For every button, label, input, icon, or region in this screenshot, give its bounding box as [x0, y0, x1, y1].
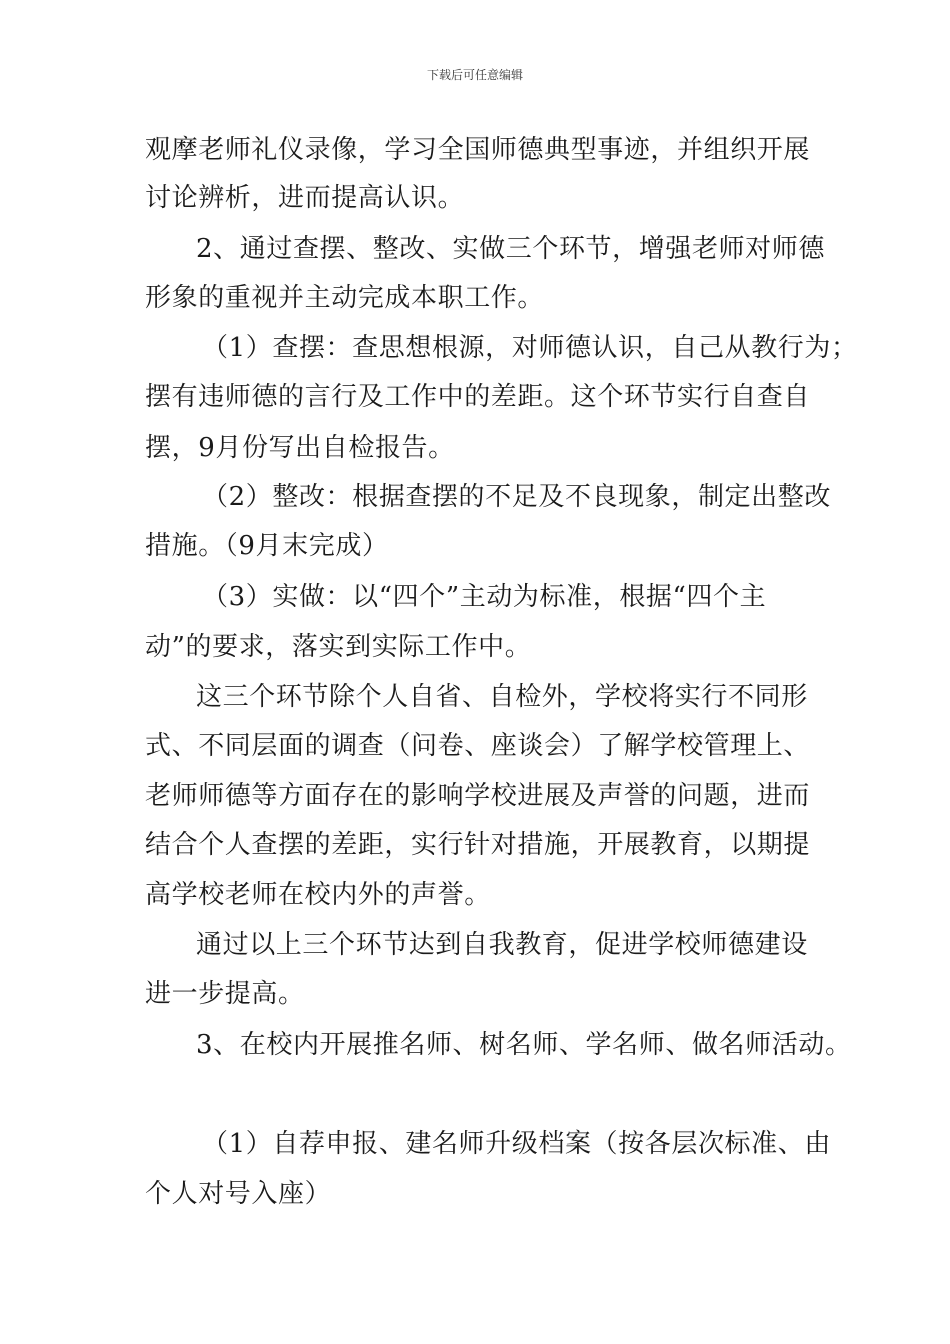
text-line: 这三个环节除个人自省、自检外，学校将实行不同形 — [196, 682, 808, 712]
text-line: 3、在校内开展推名师、树名师、学名师、做名师活动。 — [196, 1030, 852, 1060]
text-line: 老师师德等方面存在的影响学校进展及声誉的问题，进而 — [145, 781, 811, 811]
text-line: （1）自荐申报、建名师升级档案（按各层次标准、由 — [202, 1129, 831, 1159]
text-line: 高学校老师在校内外的声誉。 — [145, 880, 491, 910]
text-line: 个人对号入座） — [145, 1179, 332, 1209]
text-line: 动”的要求，落实到实际工作中。 — [145, 632, 532, 662]
text-line: 式、不同层面的调查（问卷、座谈会）了解学校管理上、 — [145, 731, 811, 761]
text-line: 观摩老师礼仪录像，学习全国师德典型事迹，并组织开展 — [145, 135, 811, 165]
text-line: （2）整改：根据查摆的不足及不良现象，制定出整改 — [202, 482, 831, 512]
text-line: 结合个人查摆的差距，实行针对措施，开展教育，以期提 — [145, 830, 811, 860]
text-line: （3）实做：以“四个”主动为标准，根据“四个主 — [202, 582, 767, 612]
text-line: 通过以上三个环节达到自我教育，促进学校师德建设 — [196, 930, 808, 960]
page-header-note: 下载后可任意编辑 — [426, 68, 523, 82]
text-line: 形象的重视并主动完成本职工作。 — [145, 283, 545, 313]
text-line: 讨论辨析，进而提高认识。 — [145, 183, 465, 213]
text-line: 摆有违师德的言行及工作中的差距。这个环节实行自查自 — [145, 382, 811, 412]
text-line: （1）查摆：查思想根源，对师德认识，自己从教行为； — [202, 333, 858, 363]
text-line: 措施。（9月末完成） — [145, 531, 389, 561]
text-line: 摆，9月份写出自检报告。 — [145, 433, 455, 463]
text-line: 2、通过查摆、整改、实做三个环节，增强老师对师德 — [196, 234, 825, 264]
text-line: 进一步提高。 — [145, 979, 305, 1009]
